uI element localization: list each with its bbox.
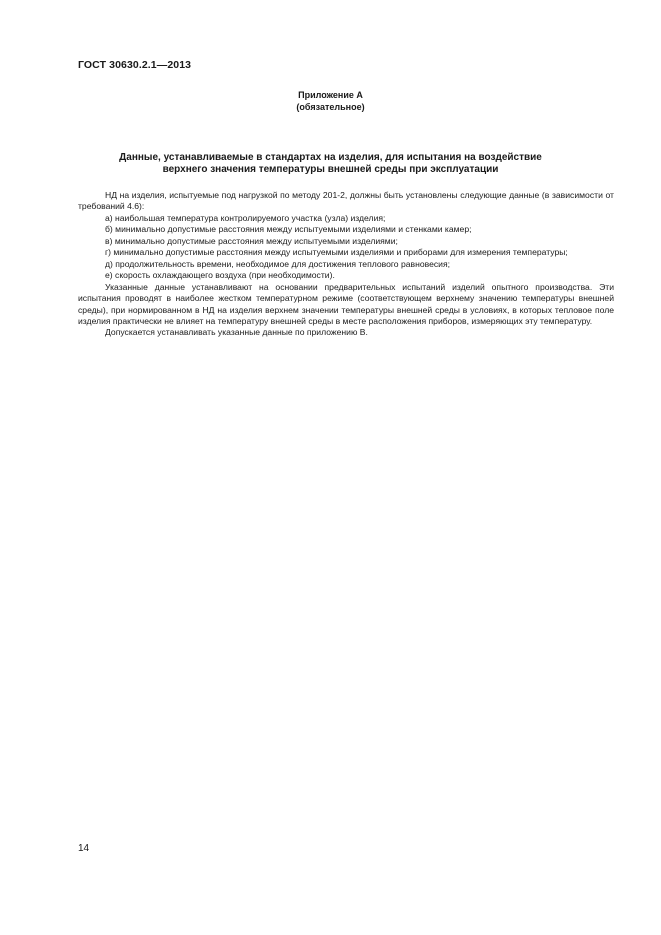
- section-title-line-2: верхнего значения температуры внешней среды при эксплуатации: [162, 164, 499, 175]
- appendix-heading: [0, 90, 661, 113]
- intro-paragraph: НД на изделия, испытуемые под нагрузкой по методу 201-2, должны быть установлены следующие данные (в зависимости от требований 4.6):: [78, 190, 614, 212]
- section-title-line-1: Данные, устанавливаемые в стандартах на изделия, для испытания на воздействие: [119, 152, 542, 163]
- appendix-title: Приложение А: [298, 90, 363, 100]
- list-item-a: а) наибольшая температура контролируемого участка (узла) изделия;: [105, 212, 386, 223]
- page-number: 14: [78, 843, 90, 854]
- body-text: [78, 190, 614, 339]
- appendix-status: (обязательное): [296, 101, 365, 112]
- document-code: ГОСТ 30630.2.1—2013: [78, 59, 192, 71]
- list-item-v: в) минимально допустимые расстояния между испытуемыми изделиями;: [105, 235, 398, 246]
- allowance-paragraph: Допускается устанавливать указанные данные по приложению В.: [105, 327, 368, 338]
- list-item-g: г) минимально допустимые расстояния между испытуемыми изделиями и приборами для измерения температуры;: [105, 247, 568, 258]
- list-item-e: е) скорость охлаждающего воздуха (при необходимости).: [105, 270, 335, 281]
- list-item-d: д) продолжительность времени, необходимое для достижения теплового равновесия;: [105, 258, 451, 269]
- basis-paragraph: Указанные данные устанавливают на основании предварительных испытаний изделий опытного производства. Эти испытания проводят в наиболее жестком температурном режиме (соответствующем верхнему значению температуры внешней среды), при нормированном в НД на изделия верхнем значении температуры внешней среды в условиях, в которых тепловое поле изделия практически не влияет на температуру внешней среды в месте расположения приборов, измеряющих эту температуру.: [78, 281, 614, 326]
- list-item-b: б) минимально допустимые расстояния между испытуемыми изделиями и стенками камер;: [105, 224, 472, 235]
- section-title: [60, 152, 601, 176]
